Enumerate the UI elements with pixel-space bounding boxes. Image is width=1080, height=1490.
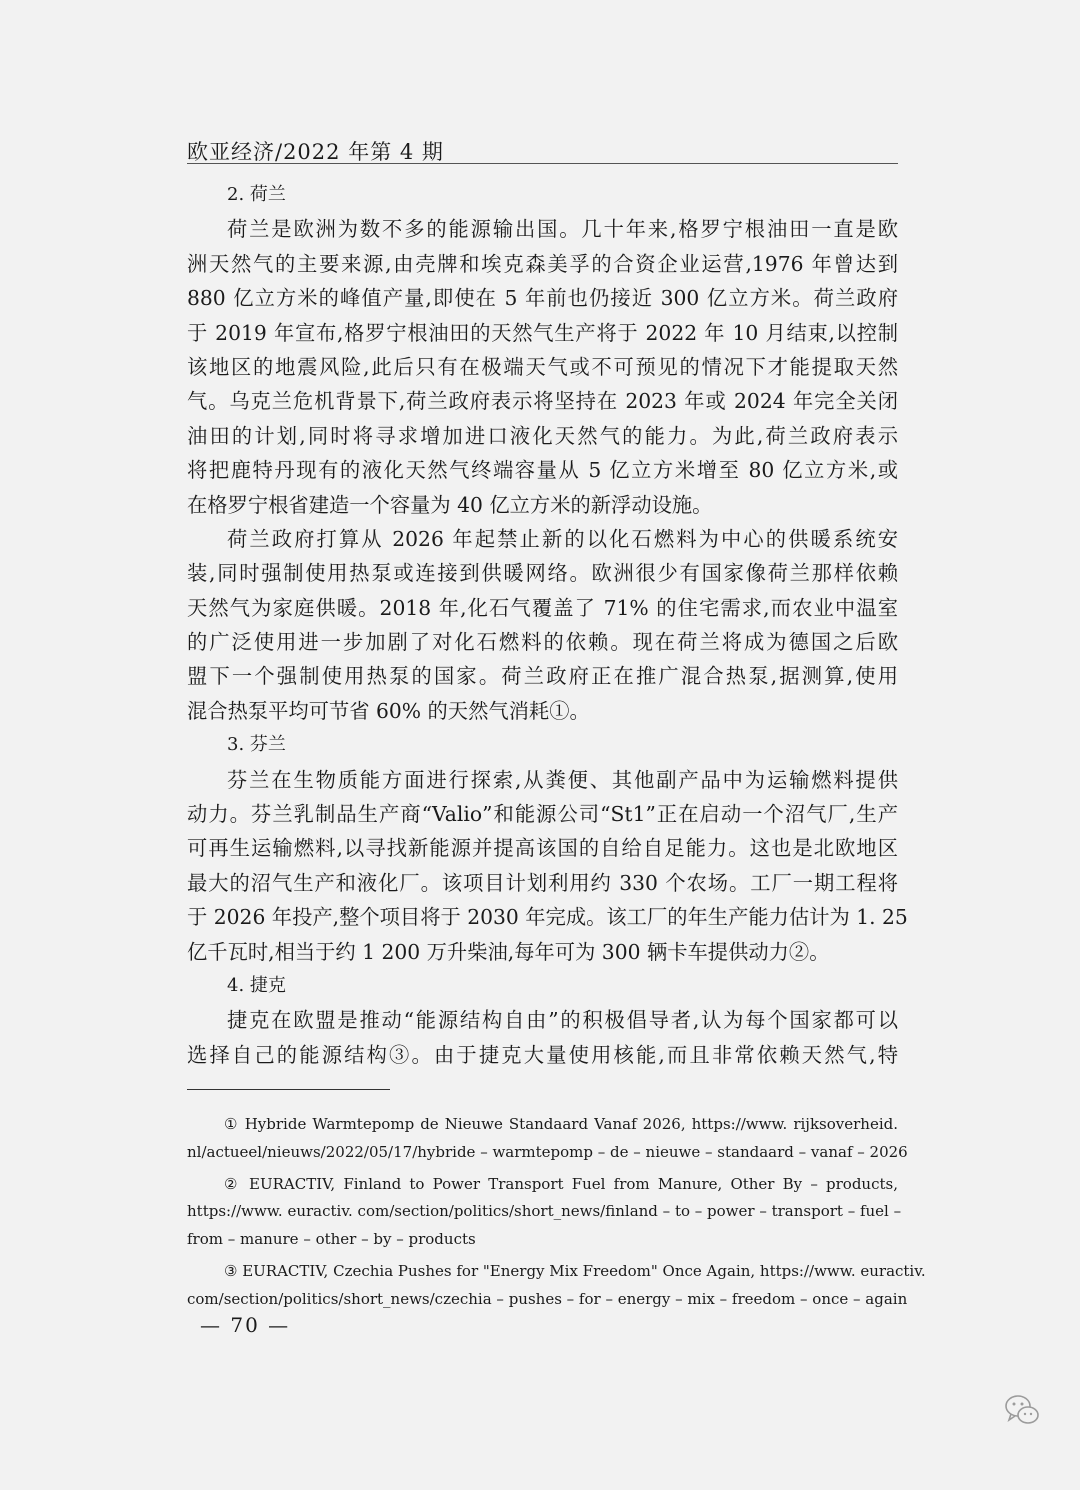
page-number: — 70 — [200,1313,291,1337]
paragraph-line: 可再生运输燃料,以寻找新能源并提高该国的自给自足能力。这也是北欧地区 [187,836,898,861]
body-text [187,178,908,1072]
paragraph-line: 捷克在欧盟是推动“能源结构自由”的积极倡导者,认为每个国家都可以 [227,1008,898,1033]
paragraph-line: 最大的沼气生产和液化厂。该项目计划利用约 330 个农场。工厂一期工程将 [187,870,898,895]
paragraph-line: 在格罗宁根省建造一个容量为 40 亿立方米的新浮动设施。 [187,492,713,517]
footnote-2-line: from – manure – other – by – products [187,1230,476,1249]
section-heading-finland: 3. 芬兰 [227,734,286,756]
header-rule [187,163,898,164]
paragraph-line: 洲天然气的主要来源,由壳牌和埃克森美孚的合资企业运营,1976 年曾达到 [187,251,898,276]
footnote-1-line: nl/actueel/nieuws/2022/05/17/hybride – warmtepomp – de – nieuwe – standaard – vanaf – 2026 [187,1142,908,1161]
paragraph-line: 气。乌克兰危机背景下,荷兰政府表示将坚持在 2023 年或 2024 年完全关闭 [187,389,898,414]
paragraph-line: 亿千瓦时,相当于约 1 200 万升柴油,每年可为 300 辆卡车提供动力②。 [187,939,830,964]
footnote-3-line: com/section/politics/short_news/czechia – pushes – for – energy – mix – freedom – once – again [187,1289,908,1308]
paragraph-line: 混合热泵平均可节省 60% 的天然气消耗①。 [187,698,590,723]
footnotes [187,1111,926,1314]
section-heading-czech: 4. 捷克 [227,974,286,996]
paragraph-line: 芬兰在生物质能方面进行探索,从粪便、其他副产品中为运输燃料提供 [227,767,898,792]
paragraph-line: 荷兰政府打算从 2026 年起禁止新的以化石燃料为中心的供暖系统安 [227,526,898,551]
section-heading-netherlands: 2. 荷兰 [227,184,286,205]
paragraph-line: 动力。芬兰乳制品生产商“Valio”和能源公司“St1”正在启动一个沼气厂,生产 [187,802,898,827]
paragraph-line: 装,同时强制使用热泵或连接到供暖网络。欧洲很少有国家像荷兰那样依赖 [187,561,898,586]
footnote-2-line: https://www. euractiv. com/section/politics/short_news/finland – to – power – transport – fuel – [187,1202,902,1221]
paragraph-line: 将把鹿特丹现有的液化天然气终端容量从 5 亿立方米增至 80 亿立方米,或 [187,458,898,483]
paragraph-line: 的广泛使用进一步加剧了对化石燃料的依赖。现在荷兰将成为德国之后欧 [187,630,898,655]
paragraph-line: 荷兰是欧洲为数不多的能源输出国。几十年来,格罗宁根油田一直是欧 [227,217,898,242]
paragraph-line: 天然气为家庭供暖。2018 年,化石气覆盖了 71% 的住宅需求,而农业中温室 [187,595,898,620]
paragraph-line: 于 2019 年宣布,格罗宁根油田的天然气生产将于 2022 年 10 月结束,以控制 [187,320,898,345]
paragraph-line: 选择自己的能源结构③。由于捷克大量使用核能,而且非常依赖天然气,特 [187,1042,898,1067]
running-head: 欧亚经济/2022 年第 4 期 [187,140,444,164]
paragraph-line: 880 亿立方米的峰值产量,即使在 5 年前也仍接近 300 亿立方米。荷兰政府 [187,286,898,311]
paragraph-line: 油田的计划,同时将寻求增加进口液化天然气的能力。为此,荷兰政府表示 [187,423,898,448]
footnote-2-line: ② EURACTIV, Finland to Power Transport Fuel from Manure, Other By – products, [224,1174,898,1193]
wechat-icon [1002,1390,1042,1430]
paragraph-line: 盟下一个强制使用热泵的国家。荷兰政府正在推广混合热泵,据测算,使用 [187,664,898,689]
footnote-1-line: ① Hybride Warmtepomp de Nieuwe Standaard Vanaf 2026, https://www. rijksoverheid. [224,1115,898,1133]
footnote-3-line: ③ EURACTIV, Czechia Pushes for "Energy Mix Freedom" Once Again, https://www. euractiv. [224,1261,926,1280]
paragraph-line: 该地区的地震风险,此后只有在极端天气或不可预见的情况下才能提取天然 [187,354,898,379]
footnote-rule [187,1089,390,1090]
paragraph-line: 于 2026 年投产,整个项目将于 2030 年完成。该工厂的年生产能力估计为 1. 25 [187,905,908,930]
